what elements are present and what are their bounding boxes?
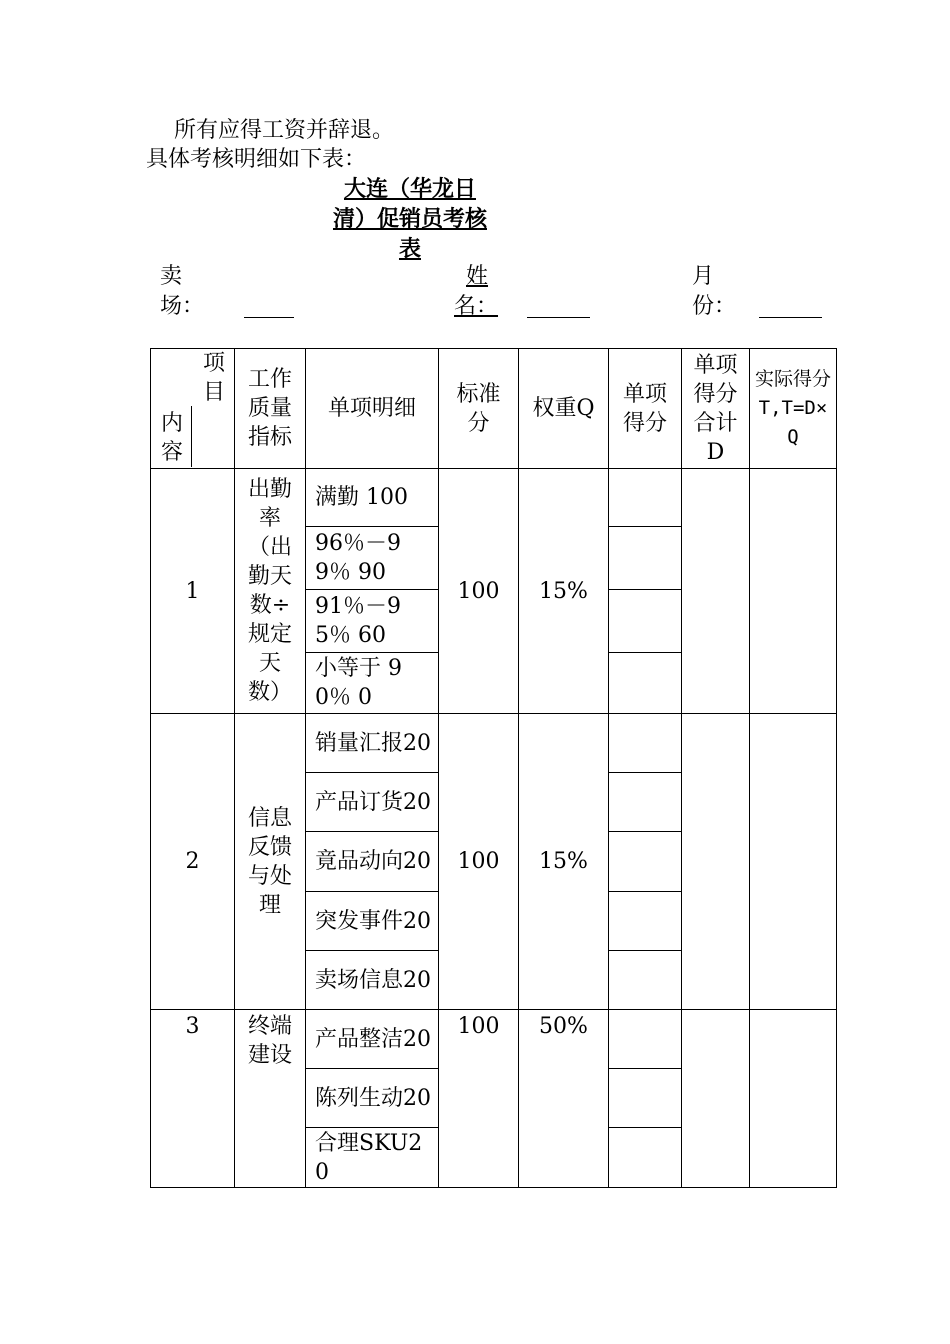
month-blank <box>759 317 822 318</box>
header-quality: 工作质量指标 <box>235 349 306 469</box>
section-1-weight: 15% <box>519 469 609 714</box>
store-label-1: 卖 <box>160 264 183 289</box>
section-3-score-3[interactable] <box>609 1128 682 1188</box>
section-3-actual[interactable] <box>750 1010 837 1188</box>
section-1-standard: 100 <box>439 469 519 714</box>
corner-top-2: 目 <box>203 380 226 405</box>
header-standard: 标准分 <box>439 349 519 469</box>
section-3-standard: 100 <box>439 1010 519 1188</box>
month-label-1: 月 <box>692 264 715 289</box>
section-1-detail-2: 96％－99％ 90 <box>306 527 439 590</box>
header-corner <box>151 349 235 469</box>
section-2-indicator: 信息反馈与处理 <box>235 714 306 1010</box>
header-item-total: 单项得分合计D <box>682 349 750 469</box>
section-3-detail-3: 合理SKU20 <box>306 1128 439 1188</box>
section-1-detail-4: 小等于 90％ 0 <box>306 653 439 714</box>
table-row <box>151 1010 837 1069</box>
section-2-actual[interactable] <box>750 714 837 1010</box>
section-2-detail-1: 销量汇报20 <box>306 714 439 773</box>
section-1-score-3[interactable] <box>609 590 682 653</box>
section-2-detail-2: 产品订货20 <box>306 773 439 832</box>
intro-line-1: 所有应得工资并辞退。 <box>174 118 395 143</box>
corner-top-1: 项 <box>203 351 226 376</box>
name-label-2: 名： <box>454 294 499 319</box>
intro-line-2: 具体考核明细如下表： <box>146 147 367 172</box>
store-blank <box>244 317 294 318</box>
name-label-1: 姓 <box>466 264 489 289</box>
section-2-score-5[interactable] <box>609 951 682 1010</box>
title-line-1: 大连（华龙日 <box>343 176 476 202</box>
section-2-score-3[interactable] <box>609 832 682 892</box>
section-3-indicator: 终端建设 <box>235 1010 306 1188</box>
title-line-2: 清）促销员考核 <box>332 206 487 232</box>
corner-bottom-2: 容 <box>161 440 184 465</box>
header-detail: 单项明细 <box>306 349 439 469</box>
corner-bottom-1: 内 <box>161 411 184 436</box>
corner-divider <box>191 406 192 467</box>
section-1-no: 1 <box>151 469 235 714</box>
section-1-total[interactable] <box>682 469 750 714</box>
month-label-2: 份： <box>692 294 737 319</box>
section-2-detail-5: 卖场信息20 <box>306 951 439 1010</box>
header-weight: 权重Q <box>519 349 609 469</box>
section-3-total[interactable] <box>682 1010 750 1188</box>
section-2-detail-4: 突发事件20 <box>306 892 439 951</box>
section-3-score-2[interactable] <box>609 1069 682 1128</box>
section-2-weight: 15% <box>519 714 609 1010</box>
section-1-detail-1: 满勤 100 <box>306 469 439 527</box>
section-1-detail-3: 91％－95％ 60 <box>306 590 439 653</box>
store-label-2: 场： <box>160 294 205 319</box>
section-1-indicator: 出勤率（出勤天数÷规定天数） <box>235 469 306 714</box>
header-item-score: 单项得分 <box>609 349 682 469</box>
section-2-total[interactable] <box>682 714 750 1010</box>
section-2-no: 2 <box>151 714 235 1010</box>
header-row <box>151 349 837 469</box>
header-actual: 实际得分T,T=D×Q <box>750 349 837 469</box>
title-line-3: 表 <box>398 236 421 262</box>
name-blank <box>527 317 590 318</box>
section-1-score-4[interactable] <box>609 653 682 714</box>
section-1-score-1[interactable] <box>609 469 682 527</box>
assessment-table <box>150 348 837 1188</box>
table-row <box>151 469 837 527</box>
section-3-score-1[interactable] <box>609 1010 682 1069</box>
section-2-standard: 100 <box>439 714 519 1010</box>
section-3-detail-2: 陈列生动20 <box>306 1069 439 1128</box>
section-3-detail-1: 产品整洁20 <box>306 1010 439 1069</box>
section-1-actual[interactable] <box>750 469 837 714</box>
table-row <box>151 714 837 773</box>
section-3-no: 3 <box>151 1010 235 1188</box>
section-3-weight: 50% <box>519 1010 609 1188</box>
table-title <box>300 174 520 264</box>
section-2-score-4[interactable] <box>609 892 682 951</box>
section-2-detail-3: 竟品动向20 <box>306 832 439 892</box>
section-2-score-1[interactable] <box>609 714 682 773</box>
section-2-score-2[interactable] <box>609 773 682 832</box>
section-1-score-2[interactable] <box>609 527 682 590</box>
